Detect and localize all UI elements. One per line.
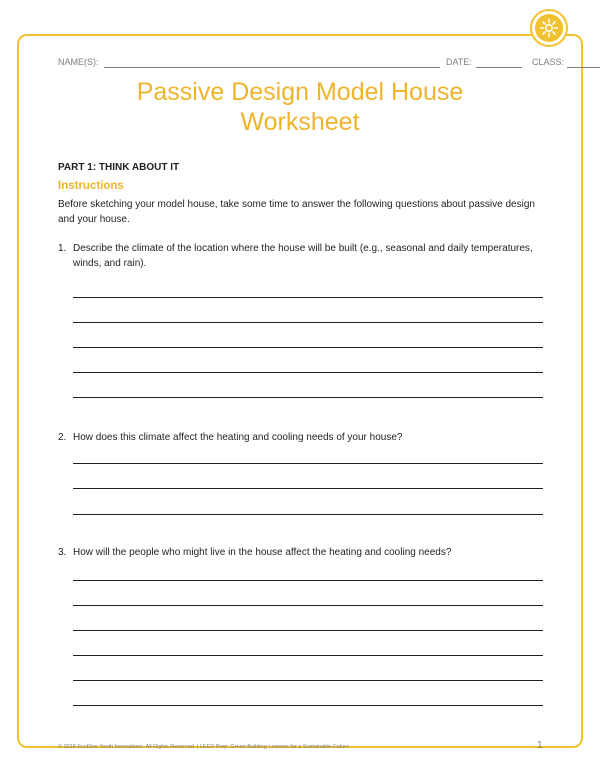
- answer-line[interactable]: [73, 372, 543, 373]
- answer-line[interactable]: [73, 655, 543, 656]
- header-fields: [58, 57, 565, 69]
- question-3: [58, 545, 543, 560]
- answer-line[interactable]: [73, 605, 543, 606]
- date-field[interactable]: [476, 67, 522, 68]
- question-number: 3.: [58, 547, 67, 558]
- answer-line[interactable]: [73, 347, 543, 348]
- answer-line[interactable]: [73, 705, 543, 706]
- question-number: 2.: [58, 432, 67, 443]
- name-label: NAME(S):: [58, 57, 99, 67]
- answer-line[interactable]: [73, 297, 543, 298]
- answer-line[interactable]: [73, 322, 543, 323]
- question-number: 1.: [58, 243, 67, 254]
- question-text: How will the people who might live in the house affect the heating and cooling needs?: [73, 547, 452, 558]
- page-number: 1: [537, 740, 543, 751]
- page-frame: [17, 34, 583, 748]
- date-label: DATE:: [446, 57, 472, 67]
- logo-badge: [530, 9, 568, 47]
- instructions-heading: Instructions: [58, 180, 124, 192]
- question-text: Describe the climate of the location where the house will be built (e.g., seasonal and daily temperatures, winds, and rain).: [73, 243, 533, 269]
- question-1: [58, 241, 543, 271]
- question-2: [58, 430, 543, 445]
- page-title: [60, 77, 540, 137]
- answer-line[interactable]: [73, 514, 543, 515]
- answer-line[interactable]: [73, 397, 543, 398]
- question-text: How does this climate affect the heating and cooling needs of your house?: [73, 432, 403, 443]
- sun-icon: [535, 14, 563, 42]
- class-label: CLASS:: [532, 57, 565, 67]
- title-line-1: Passive Design Model House: [136, 78, 464, 106]
- name-field[interactable]: [104, 67, 440, 68]
- footer-copyright: © 2018 EcoRise Youth Innovations. All Rights Reserved. | LEED Prep: Green Building Lessons for a Sustainable Future: [58, 744, 350, 750]
- answer-line[interactable]: [73, 680, 543, 681]
- answer-line[interactable]: [73, 580, 543, 581]
- class-field[interactable]: [567, 67, 600, 68]
- part-heading: PART 1: THINK ABOUT IT: [58, 162, 180, 173]
- answer-line[interactable]: [73, 630, 543, 631]
- answer-line[interactable]: [73, 488, 543, 489]
- answer-line[interactable]: [73, 463, 543, 464]
- instructions-text: Before sketching your model house, take some time to answer the following questions about passive design and your house.: [58, 199, 535, 225]
- title-line-2: Worksheet: [240, 108, 360, 136]
